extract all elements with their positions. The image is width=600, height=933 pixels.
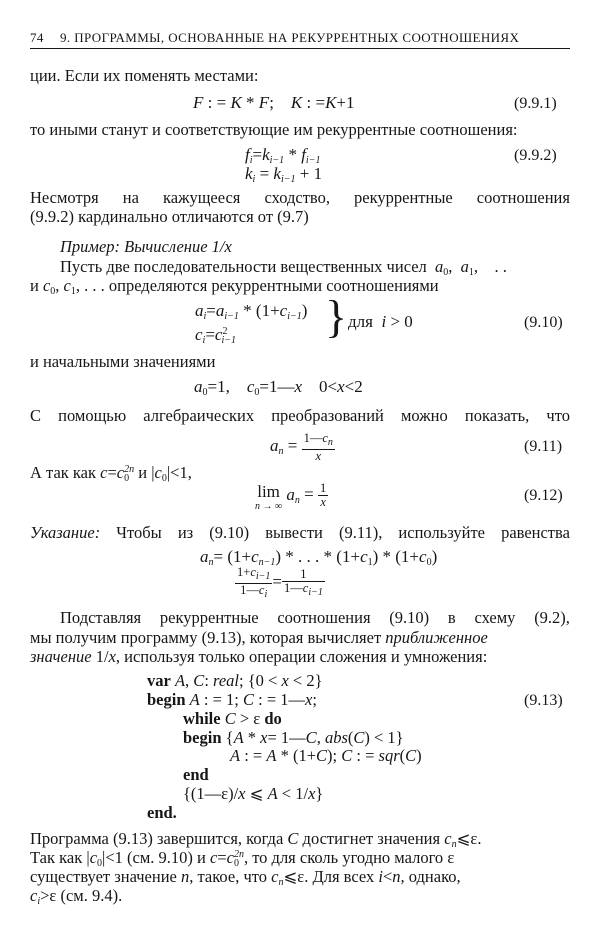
- paragraph-line: ции. Если их поменять местами:: [30, 66, 259, 85]
- code-line-postcondition: {(1—ε)/x ⩽ A < 1/x}: [183, 784, 324, 803]
- equation-9-12: lim n → ∞ $a_n$ = $\frac{1}{x}$: [255, 481, 327, 512]
- equation-label: (9.13): [524, 692, 563, 709]
- equation-9-9-2-line2: $k_i = k_{i-1} + 1$: [245, 164, 323, 185]
- paragraph-justified-line: Подставляя рекуррентные соотношения (9.10) в схему (9.2),: [60, 608, 570, 627]
- example-title: Пример: Вычисление 1/x: [60, 237, 232, 256]
- initial-values: $a_0=1$, $c_0=1—x$ 0<x<2: [194, 377, 363, 398]
- paragraph-line: А так как $c=c_0^{2n}$ и $|c_0|<1$,: [30, 463, 192, 484]
- code-line-inner-begin: begin {A * x= 1—C, abs(C) < 1}: [183, 728, 404, 747]
- paragraph-line: Пусть две последовательности вещественных чисел $a_0$, $a_1$, . .: [60, 257, 507, 278]
- equation-label: (9.11): [524, 438, 563, 455]
- hint-equation-1: $a_n= (1+c_{n-1})$ * . . . * $(1+c_1) * (1+c_0)$: [200, 547, 438, 568]
- running-title: 9. ПРОГРАММЫ, ОСНОВАННЫЕ НА РЕКУРРЕНТНЫХ СООТНОШЕНИЯХ: [60, 30, 520, 45]
- code-line-var: var A, C: real; {0 < x < 2}: [147, 671, 323, 690]
- equation-label: (9.12): [524, 487, 563, 504]
- paragraph-justified-line: Несмотря на кажущееся сходство, рекуррентные соотношения: [30, 188, 570, 207]
- code-line-begin: begin A : = 1; C : = 1—x;: [147, 690, 317, 709]
- equation-9-9-1: F : = K * F; K : =K+1: [193, 93, 355, 112]
- code-line-inner-end: end: [183, 765, 209, 784]
- paragraph-line: и $c_0$, $c_1$, . . . определяются рекуррентными соотношениями: [30, 276, 439, 297]
- hint-line: Указание: Чтобы из (9.10) вывести (9.11), используйте равенства: [30, 523, 570, 542]
- equation-9-9-2-line1: $f_i=k_{i-1} * f_{i-1}$: [245, 145, 321, 166]
- right-brace: }: [325, 291, 348, 342]
- header-rule: [30, 48, 570, 49]
- paragraph-line: Так как $|c_0|<1$ (см. 9.10) и $c=c_0^{2n}$, то для сколь угодно малого ε: [30, 848, 455, 869]
- paragraph-line: $c_i>\varepsilon$ (см. 9.4).: [30, 886, 123, 907]
- equation-9-10-line2: $c_i=c^2_{i-1}$: [195, 325, 236, 346]
- equation-9-11: $a_n$ = $\frac{1—c_n}{x}$: [270, 431, 333, 463]
- code-line-assign: A : = A * (1+C); C : = sqr(C): [230, 746, 422, 765]
- paragraph-line: существует значение n, такое, что $c_n⩽\varepsilon$. Для всех i<n, однако,: [30, 867, 461, 888]
- equation-label: (9.9.2): [514, 147, 557, 164]
- paragraph-justified-line: С помощью алгебраических преобразований можно показать, что: [30, 406, 570, 425]
- paragraph-line: Программа (9.13) завершится, когда C достигнет значения $c_n⩽\varepsilon$.: [30, 829, 482, 850]
- paragraph-line: и начальными значениями: [30, 352, 216, 371]
- code-line-end: end.: [147, 803, 177, 822]
- equation-9-10-line1: $a_i=a_{i-1} * (1+c_{i-1})$: [195, 301, 308, 322]
- paragraph-line: мы получим программу (9.13), которая вычисляет приближенное: [30, 628, 488, 647]
- paragraph-line: (9.9.2) кардинально отличаются от (9.7): [30, 207, 309, 226]
- equation-label: (9.10): [524, 314, 563, 331]
- equation-label: (9.9.1): [514, 95, 557, 112]
- equation-9-10-condition: для i > 0: [348, 312, 413, 331]
- code-line-while: while C > ε do: [183, 709, 282, 728]
- hint-equation-2: $\frac{1+c_{i-1}}{1—c_i}$ = $\frac{1}{1—c_{i-1}}$: [237, 565, 323, 600]
- paragraph-line: значение 1/x, используя только операции сложения и умножения:: [30, 647, 488, 666]
- paragraph-line: то иными станут и соответствующие им рекуррентные соотношения:: [30, 120, 518, 139]
- page-number: 74: [30, 30, 44, 45]
